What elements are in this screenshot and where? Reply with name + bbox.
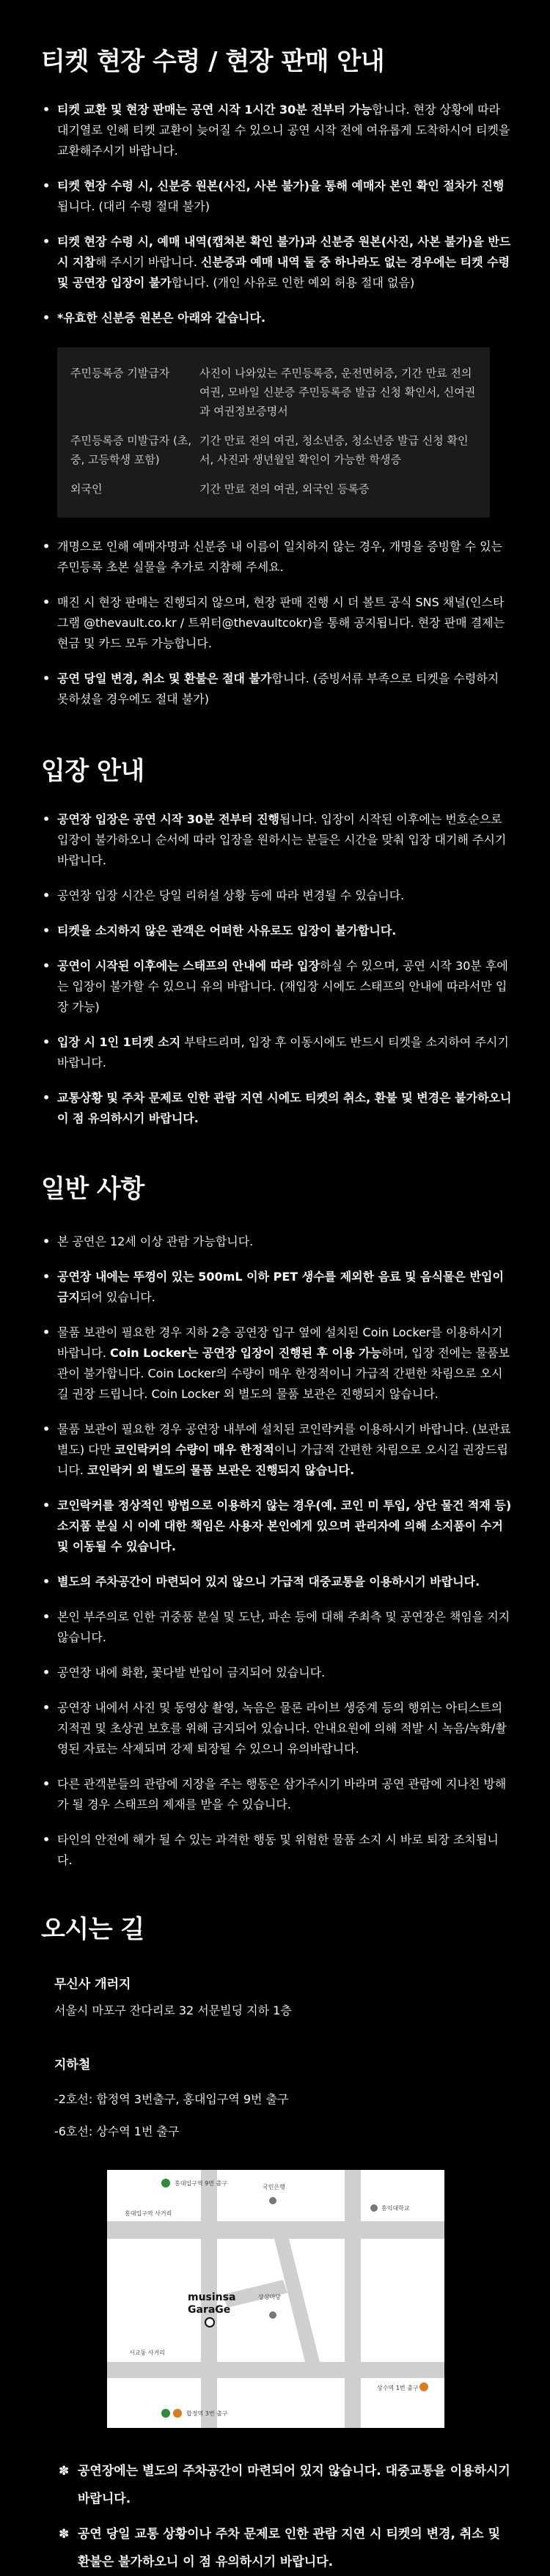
list-item: • 본인 부주의로 인한 귀중품 분실 및 도난, 파손 등에 대해 주최측 및 공연장은 책임을 지지 않습니다. [41, 1607, 513, 1648]
map-label: 합정역 3번 출구 [186, 2410, 228, 2417]
map-label: 홍익대학교 [381, 2205, 410, 2212]
list-item: • 별도의 주차공간이 마련되어 있지 않으니 가급적 대중교통을 이용하시기 바랍니다. [41, 1572, 513, 1592]
list-item: • *유효한 신분증 원본은 아래와 같습니다. [41, 308, 513, 328]
subway-info [41, 2054, 513, 2148]
table-row: 외국인 기간 만료 전의 여권, 외국인 등록증 [70, 482, 370, 496]
location-map [107, 2170, 444, 2428]
venue-info [41, 1973, 513, 2022]
list-item: • 공연장 내에서 사진 및 동영상 촬영, 녹음은 물론 라이브 생중계 등의 행위는 아티스트의 지적권 및 초상권 보호를 위해 금지되어 있습니다. 안내요원에 의해 적발 시 녹음/녹화/촬영된 자료는 삭제되며 강제 퇴장될 수 있으니 유의바랍니다. [41, 1698, 513, 1759]
list-item: • 티켓 교환 및 현장 판매는 공연 시작 1시간 30분 전부터 가능합니다. 현장 상황에 따라 대기열로 인해 티켓 교환이 늦어질 수 있으니 공연 시작 전에 여유롭게 도착하시어 티켓을 교환해주시기 바랍니다. [41, 100, 513, 161]
section-ticket-pickup [41, 0, 513, 710]
map-label: 국민은행 [263, 2184, 285, 2190]
list-item: • 공연 당일 변경, 취소 및 환불은 절대 불가합니다. (증빙서류 부족으로 티켓을 수령하지 못하셨을 경우에도 절대 불가) [41, 669, 513, 710]
section-title: 입장 안내 [41, 757, 144, 786]
section-title: 오시는 길 [41, 1915, 144, 1944]
list-item: • 매진 시 현장 판매는 진행되지 않으며, 현장 판매 진행 시 더 볼트 공식 SNS 채널(인스타그램 @thevault.co.kr / 트위터@thevaultcokr)을 통해 공지됩니다. 현장 판매 결제는 현금 및 카드 모두 가능합니다. [41, 592, 513, 654]
subway-lines [54, 2083, 513, 2148]
ticket-info-list [41, 100, 513, 328]
subway-line: -6호선: 상수역 1번 출구 [54, 2124, 180, 2138]
list-item: • 개명으로 인해 예매자명과 신분증 내 이름이 일치하지 않는 경우, 개명을 증빙할 수 있는 주민등록 초본 실물을 추가로 지참해 주세요. [41, 537, 513, 578]
map-label: 홍대입구역 사거리 [125, 2210, 172, 2217]
list-item: • 티켓 현장 수령 시, 예매 내역(캡쳐본 확인 불가)과 신분증 원본(사진, 사본 불가)을 반드시 지참해 주시기 바랍니다. 신분증과 예매 내역 둘 중 하나라도 없는 경우에는 티켓 수령 및 공연장 입장이 불가합니다. (개인 사유로 인한 예외 허용 절대 없음) [41, 232, 513, 293]
ticket-info-list-2 [41, 537, 513, 710]
station-marker [419, 2382, 428, 2391]
section-directions [41, 1871, 513, 2576]
note-item: ✽ 공연장에는 별도의 주차공간이 마련되어 있지 않습니다. 대중교통을 이용하시기 바랍니다. [59, 2457, 513, 2513]
section-title: 일반 사항 [41, 1174, 144, 1204]
station-marker [173, 2409, 182, 2418]
station-marker [161, 2409, 170, 2418]
list-item: • 코인락커를 정상적인 방법으로 이용하지 않는 경우(예. 코인 미 투입, 상단 물건 적재 등) 소지품 분실 시 이에 대한 책임은 사용자 본인에게 있으며 관리자에 의해 소지품이 수거 및 이동될 수 있습니다. [41, 1495, 513, 1557]
section-entry [41, 710, 513, 1129]
list-item: • 다른 관객분들의 관람에 지장을 주는 행동은 삼가주시기 바라며 공연 관람에 지나친 방해가 될 경우 스태프의 제재를 받을 수 있습니다. [41, 1774, 513, 1815]
svg-text:GaraGe: GaraGe [188, 2304, 231, 2316]
list-item: • 본 공연은 12세 이상 관람 가능합니다. [41, 1232, 513, 1252]
list-item: • 티켓을 소지하지 않은 관객은 어떠한 사유로도 입장이 불가합니다. [41, 921, 513, 941]
note-item: ✽ 공연 당일 교통 상황이나 주차 문제로 인한 관람 지연 시 티켓의 변경, 취소 및 환불은 불가하오니 이 점 유의하시기 바랍니다. [59, 2520, 513, 2576]
list-item: • 공연장 내에 화환, 꽃다발 반입이 금지되어 있습니다. [41, 1663, 513, 1683]
subway-title: 지하철 [54, 2058, 91, 2072]
list-item: • 공연이 시작된 이후에는 스태프의 안내에 따라 입장하실 수 있으며, 공연 시작 30분 후에는 입장이 불가할 수 있으니 유의 바랍니다. (재입장 시에도 스태프의 안내에 따라서만 입장 가능) [41, 956, 513, 1017]
list-item: • 공연장 내에는 뚜껑이 있는 500mL 이하 PET 생수를 제외한 음료 및 음식물은 반입이 금지되어 있습니다. [41, 1267, 513, 1308]
list-item: • 공연장 입장은 공연 시작 30분 전부터 진행됩니다. 입장이 시작된 이후에는 번호순으로 입장이 불가하오니 순서에 따라 입장을 원하시는 분들은 시간을 맞춰 입장 대기해 주시기 바랍니다. [41, 809, 513, 871]
valid-id-table [57, 347, 490, 518]
map-drawing [107, 2170, 444, 2428]
list-item: • 타인의 안전에 해가 될 수 있는 과격한 행동 및 위험한 물품 소지 시 바로 퇴장 조치됩니다. [41, 1830, 513, 1871]
entry-info-list [41, 809, 513, 1129]
list-item: • 입장 시 1인 1티켓 소지 부탁드리며, 입장 후 이동시에도 반드시 티켓을 소지하여 주시기 바랍니다. [41, 1032, 513, 1073]
station-marker [161, 2179, 170, 2187]
venue-name: 무신사 개러지 [54, 1977, 131, 1992]
list-item: • 물품 보관이 필요한 경우 지하 2층 공연장 입구 옆에 설치된 Coin Locker를 이용하시기 바랍니다. Coin Locker는 공연장 입장이 진행된 후 이용 가능하며, 입장 전에는 물품보관이 불가합니다. Coin Locker의 수량이 매우 한정적이니 가급적 간편한 차림으로 오시길 권장 드립니다. Coin Locker 외 별도의 물품 보관은 진행되지 않습니다. [41, 1322, 513, 1405]
section-general [41, 1129, 513, 1871]
list-item: • 공연장 입장 시간은 당일 리허설 상황 등에 따라 변경될 수 있습니다. [41, 886, 513, 906]
venue-pin [205, 2318, 214, 2327]
map-label: 상수역 1번 출구 [377, 2385, 419, 2391]
svg-text:musinsa: musinsa [188, 2292, 236, 2303]
directions-notes [41, 2457, 513, 2576]
map-label: 홍대입구역 9번 출구 [175, 2180, 227, 2187]
map-label: 상상마당 [258, 2294, 281, 2300]
general-info-list [41, 1232, 513, 1871]
subway-line: -2호선: 합정역 3번출구, 홍대입구역 9번 출구 [54, 2092, 289, 2106]
table-row: 주민등록증 미발급자 (초, 중, 고등학생 포함) 기간 만료 전의 여권, 청소년증, 청소년증 발급 신청 확인서, 사진과 생년월일 확인이 가능한 학생증 [70, 434, 469, 466]
list-item: • 교통상황 및 주차 문제로 인한 관람 지연 시에도 티켓의 취소, 환불 및 변경은 불가하오니 이 점 유의하시기 바랍니다. [41, 1088, 513, 1129]
venue-address: 서울시 마포구 잔다리로 32 서문빌딩 지하 1층 [54, 2003, 292, 2017]
map-label: 서교동 사거리 [129, 2349, 165, 2356]
table-row: 주민등록증 기발급자 사진이 나와있는 주민등록증, 운전면허증, 기간 만료 전의 여권, 모바일 신분증 주민등록증 발급 신청 확인서, 신여권과 여권정보증명서 [70, 367, 476, 418]
section-title: 티켓 현장 수령 / 현장 판매 안내 [41, 47, 385, 76]
list-item: • 티켓 현장 수령 시, 신분증 원본(사진, 사본 불가)을 통해 예매자 본인 확인 절차가 진행됩니다. (대리 수령 절대 불가) [41, 176, 513, 217]
list-item: • 물품 보관이 필요한 경우 공연장 내부에 설치된 코인락커를 이용하시기 바랍니다. (보관료 별도) 다만 코인락커의 수량이 매우 한정적이니 가급적 간편한 차림으로 오시길 권장드립니다. 코인락커 외 별도의 물품 보관은 진행되지 않습니다. [41, 1419, 513, 1481]
